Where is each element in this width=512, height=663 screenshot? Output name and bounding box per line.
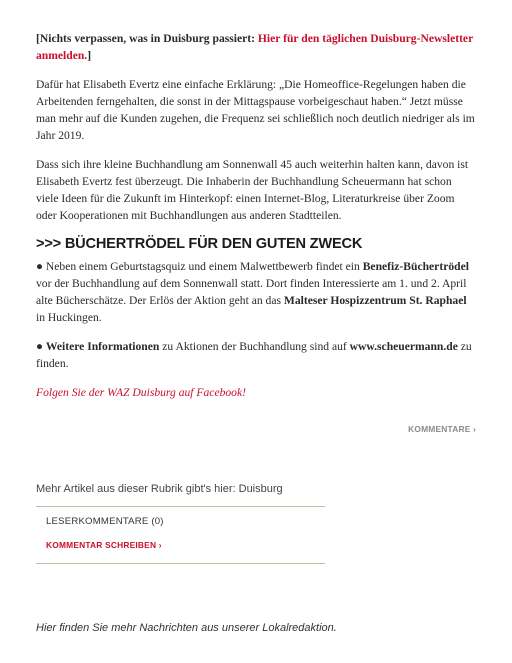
kommentare-link[interactable]: KOMMENTARE › [408, 424, 476, 434]
bullet-benefiz-c: vor der Buchhandlung auf dem Sonnenwall statt. Dort finden Interessierte am 1. und 2. April alte Bücherschätze. Der Erlös der Aktion geht an das [36, 277, 467, 307]
paragraph-future: Dass sich ihre kleine Buchhandlung am Sonnenwall 45 auch weiterhin halten kann, davon ist Elisabeth Evertz fest überzeugt. Die Inhaberin der Buchhandlung Scheuermann hat schon viele Ideen für die Zukunft im Hinterkopf: einen Internet-Blog, Literaturkreise über Zoom oder Kooperationen mit Buchhandlungen aus anderen Stadtteilen. [36, 158, 469, 222]
local-news-note: Hier finden Sie mehr Nachrichten aus unserer Lokalredaktion. [36, 622, 337, 634]
bullet-benefiz-d: Malteser Hospizzentrum St. Raphael [283, 294, 467, 307]
bullet-info-e: zu finden. [36, 340, 472, 370]
comments-box [36, 506, 325, 564]
promo-prefix: [Nichts verpassen, was in Duisburg passiert: [36, 32, 258, 45]
newsletter-signup-link[interactable]: Hier für den täglichen Duisburg-Newsletter anmelden. [36, 32, 474, 62]
newsletter-promo [36, 30, 476, 64]
section-heading: >>> BÜCHERTRÖDEL FÜR DEN GUTEN ZWECK [36, 236, 363, 252]
promo-suffix: ] [87, 49, 92, 62]
more-articles [36, 481, 476, 498]
bullet-benefiz-e: in Huckingen. [36, 311, 102, 324]
bullet-info-a: ● [36, 340, 46, 353]
bullet-benefiz-a: ● Neben einem Geburtstagsquiz und einem Malwettbewerb findet ein [36, 260, 363, 273]
kommentare-row [36, 419, 476, 437]
facebook-link[interactable]: Folgen Sie der WAZ Duisburg auf Facebook! [36, 386, 246, 399]
rubrik-duisburg-link[interactable]: Duisburg [238, 483, 283, 495]
comments-count: LESERKOMMENTARE (0) [46, 516, 164, 527]
more-articles-prefix: Mehr Artikel aus dieser Rubrik gibt's hier: [36, 483, 239, 495]
paragraph-explanation: Dafür hat Elisabeth Evertz eine einfache Erklärung: „Die Homeoffice-Regelungen haben die Arbeitenden ferngehalten, die sonst in der Mittagspause vorbeigeschaut haben.“ Jetzt müsse man mehr auf die Kunden zugehen, die Frequenz sei schließlich noch deutlich niedriger als im Jahr 2019. [36, 78, 475, 142]
bullet-info-d: www.scheuermann.de [349, 340, 458, 353]
bullet-info [36, 338, 476, 372]
bullet-info-b: Weitere Informationen [45, 340, 160, 353]
facebook-paragraph [36, 384, 476, 401]
write-comment-link[interactable]: KOMMENTAR SCHREIBEN › [46, 540, 162, 550]
bullet-info-c: zu Aktionen der Buchhandlung sind auf [159, 340, 350, 353]
bullet-benefiz [36, 258, 476, 326]
bullet-benefiz-b: Benefiz-Büchertrödel [362, 260, 469, 273]
